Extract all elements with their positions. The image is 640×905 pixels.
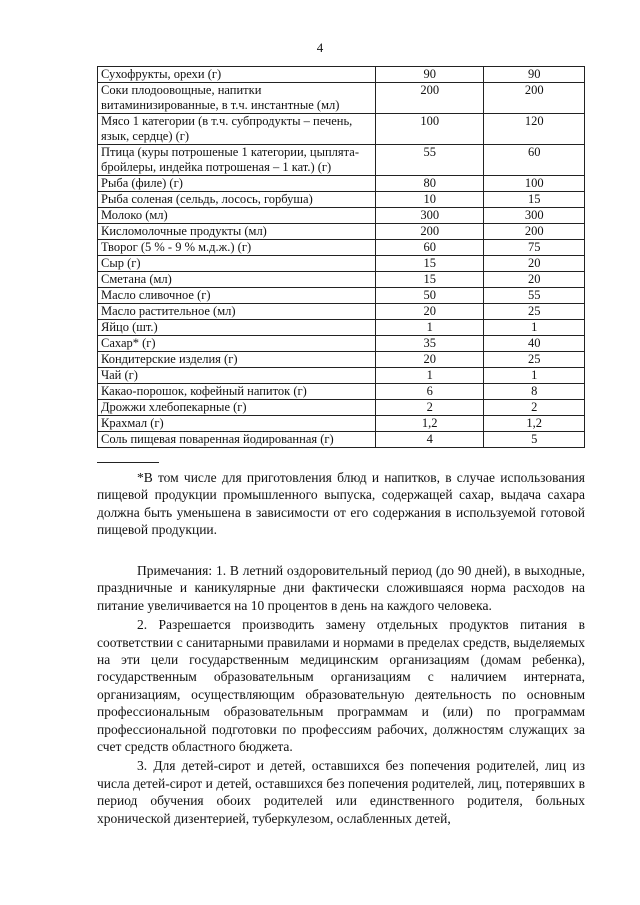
note-paragraph-3: 3. Для детей-сирот и детей, оставшихся без попечения родителей, лиц из числа детей-сирот и детей, оставшихся без попечения родителей, лиц, потерявших в период обучения обоих родителей или единственного родителя, больных хронической дизентерией, туберкулезом, ослабленных детей, xyxy=(97,758,585,826)
norm-value-2-cell: 25 xyxy=(484,304,585,320)
norm-value-1-cell: 50 xyxy=(376,288,484,304)
product-name-cell: Молоко (мл) xyxy=(98,208,376,224)
norm-value-1-cell: 60 xyxy=(376,240,484,256)
product-name-cell: Сметана (мл) xyxy=(98,272,376,288)
norm-value-2-cell: 8 xyxy=(484,384,585,400)
norm-value-1-cell: 20 xyxy=(376,352,484,368)
norm-value-1-cell: 200 xyxy=(376,83,484,114)
table-row xyxy=(98,224,585,240)
norm-value-1-cell: 200 xyxy=(376,224,484,240)
note-paragraph-1: Примечания: 1. В летний оздоровительный период (до 90 дней), в выходные, праздничные и каникулярные дни фактически сложившаяся норма расходов на питание увеличивается на 10 процентов в день на каждого человека. xyxy=(97,563,585,613)
norm-value-2-cell: 2 xyxy=(484,400,585,416)
norm-value-1-cell: 80 xyxy=(376,176,484,192)
norm-value-2-cell: 40 xyxy=(484,336,585,352)
table-body xyxy=(98,67,585,448)
norm-value-1-cell: 90 xyxy=(376,67,484,83)
table-row xyxy=(98,272,585,288)
footnote-text: *В том числе для приготовления блюд и напитков, в случае использования пищевой продукции промышленного выпуска, содержащей сахар, выдача сахара должна быть уменьшена в зависимости от его содержания в используемой готовой пищевой продукции. xyxy=(97,470,585,538)
norm-value-1-cell: 15 xyxy=(376,256,484,272)
norm-value-2-cell: 60 xyxy=(484,145,585,176)
norm-value-1-cell: 10 xyxy=(376,192,484,208)
table-row xyxy=(98,192,585,208)
product-name-cell: Соль пищевая поваренная йодированная (г) xyxy=(98,432,376,448)
page-number: 4 xyxy=(316,40,324,55)
table-row xyxy=(98,416,585,432)
product-name-cell: Соки плодоовощные, напитки витаминизированные, в т.ч. инстантные (мл) xyxy=(98,83,376,114)
norm-value-2-cell: 200 xyxy=(484,83,585,114)
norm-value-2-cell: 15 xyxy=(484,192,585,208)
norm-value-1-cell: 1 xyxy=(376,368,484,384)
table-row xyxy=(98,288,585,304)
table-row xyxy=(98,256,585,272)
table-row xyxy=(98,304,585,320)
norm-value-2-cell: 90 xyxy=(484,67,585,83)
product-name-cell: Мясо 1 категории (в т.ч. субпродукты – печень, язык, сердце) (г) xyxy=(98,114,376,145)
norm-value-2-cell: 200 xyxy=(484,224,585,240)
table-row xyxy=(98,240,585,256)
norm-value-1-cell: 15 xyxy=(376,272,484,288)
norm-value-2-cell: 25 xyxy=(484,352,585,368)
food-norms-table xyxy=(97,66,585,448)
norm-value-2-cell: 75 xyxy=(484,240,585,256)
norm-value-1-cell: 6 xyxy=(376,384,484,400)
product-name-cell: Чай (г) xyxy=(98,368,376,384)
product-name-cell: Крахмал (г) xyxy=(98,416,376,432)
table-row xyxy=(98,114,585,145)
table-row xyxy=(98,400,585,416)
footnote xyxy=(97,469,585,539)
table-row xyxy=(98,320,585,336)
norm-value-1-cell: 4 xyxy=(376,432,484,448)
norm-value-2-cell: 5 xyxy=(484,432,585,448)
norm-value-2-cell: 100 xyxy=(484,176,585,192)
norm-value-2-cell: 20 xyxy=(484,272,585,288)
product-name-cell: Творог (5 % - 9 % м.д.ж.) (г) xyxy=(98,240,376,256)
table-row xyxy=(98,368,585,384)
product-name-cell: Птица (куры потрошеные 1 категории, цыплята-бройлеры, индейка потрошеная – 1 кат.) (г) xyxy=(98,145,376,176)
product-name-cell: Масло растительное (мл) xyxy=(98,304,376,320)
table-row xyxy=(98,336,585,352)
footnote-divider xyxy=(97,462,159,463)
norm-value-2-cell: 1 xyxy=(484,320,585,336)
norm-value-2-cell: 300 xyxy=(484,208,585,224)
norm-value-1-cell: 20 xyxy=(376,304,484,320)
product-name-cell: Какао-порошок, кофейный напиток (г) xyxy=(98,384,376,400)
norm-value-1-cell: 300 xyxy=(376,208,484,224)
table-row xyxy=(98,83,585,114)
product-name-cell: Дрожжи хлебопекарные (г) xyxy=(98,400,376,416)
note-paragraph-2: 2. Разрешается производить замену отдельных продуктов питания в соответствии с санитарными правилами и нормами в пределах средств, выделяемых на эти цели государственным медицинским организациям (домам ребенка), государственным образовательным организациям с наличием интерната, организациям, осуществляющим образовательную деятельность по основным профессиональным образовательным программам и (или) по программам профессиональной подготовки по профессиям рабочих, должностям служащих за счет средств областного бюджета. xyxy=(97,617,585,755)
norm-value-1-cell: 35 xyxy=(376,336,484,352)
table-row xyxy=(98,432,585,448)
norm-value-2-cell: 120 xyxy=(484,114,585,145)
product-name-cell: Кондитерские изделия (г) xyxy=(98,352,376,368)
product-name-cell: Кисломолочные продукты (мл) xyxy=(98,224,376,240)
product-name-cell: Яйцо (шт.) xyxy=(98,320,376,336)
norm-value-2-cell: 20 xyxy=(484,256,585,272)
product-name-cell: Сахар* (г) xyxy=(98,336,376,352)
notes-section xyxy=(97,562,585,827)
table-row xyxy=(98,384,585,400)
norm-value-1-cell: 55 xyxy=(376,145,484,176)
norm-value-2-cell: 55 xyxy=(484,288,585,304)
table-row xyxy=(98,67,585,83)
norm-value-1-cell: 1,2 xyxy=(376,416,484,432)
product-name-cell: Сухофрукты, орехи (г) xyxy=(98,67,376,83)
table-row xyxy=(98,352,585,368)
norm-value-1-cell: 2 xyxy=(376,400,484,416)
norm-value-1-cell: 1 xyxy=(376,320,484,336)
table-row xyxy=(98,208,585,224)
norm-value-2-cell: 1 xyxy=(484,368,585,384)
product-name-cell: Масло сливочное (г) xyxy=(98,288,376,304)
product-name-cell: Рыба (филе) (г) xyxy=(98,176,376,192)
norm-value-2-cell: 1,2 xyxy=(484,416,585,432)
table-row xyxy=(98,145,585,176)
product-name-cell: Сыр (г) xyxy=(98,256,376,272)
product-name-cell: Рыба соленая (сельдь, лосось, горбуша) xyxy=(98,192,376,208)
norm-value-1-cell: 100 xyxy=(376,114,484,145)
table-row xyxy=(98,176,585,192)
